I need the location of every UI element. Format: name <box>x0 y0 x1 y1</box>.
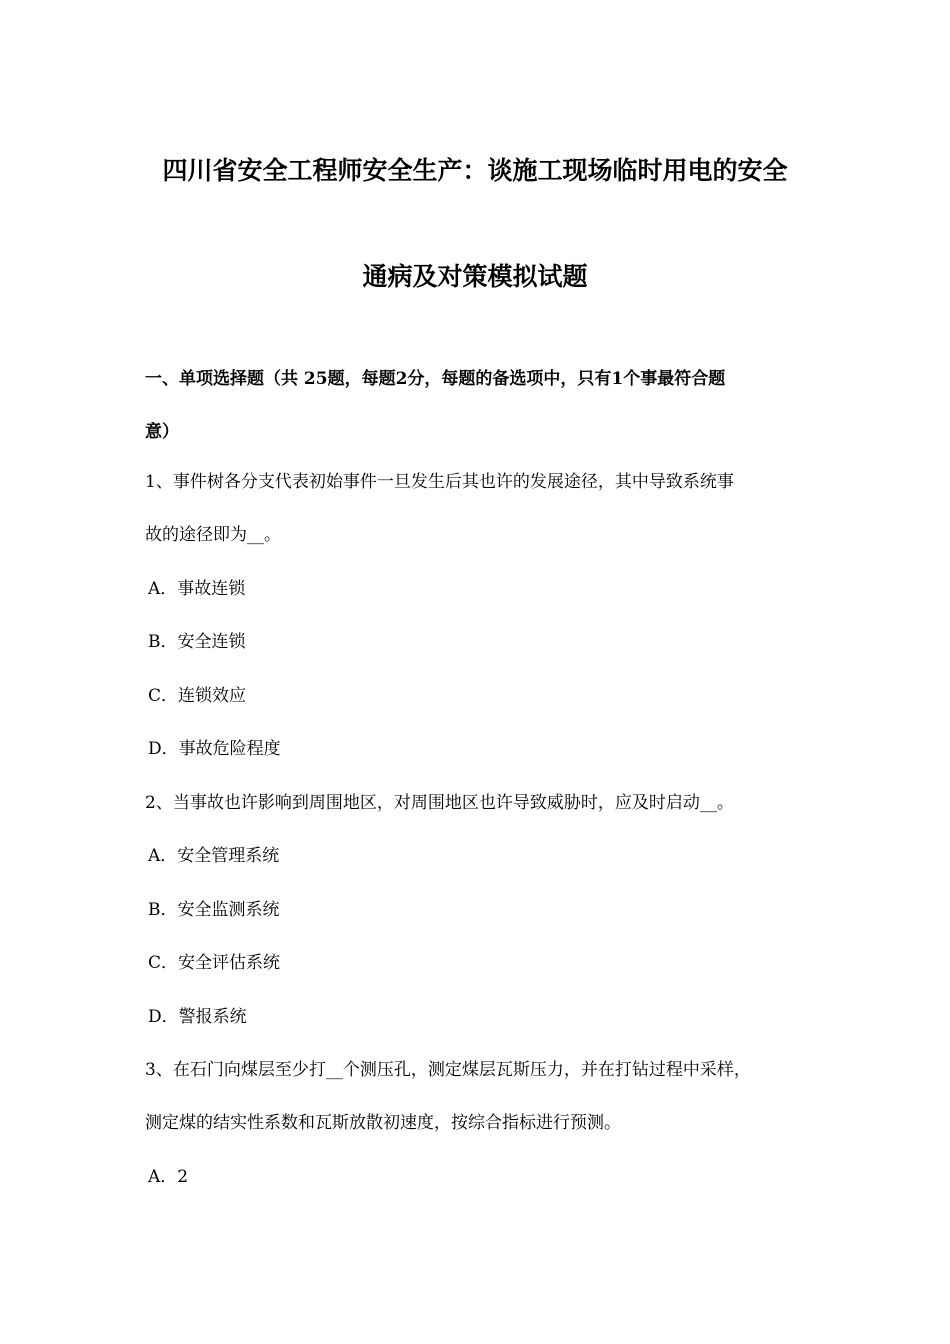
question-1-option-d: D．事故危险程度 <box>148 739 281 759</box>
question-3-text-line-2: 测定煤的结实性系数和瓦斯放散初速度，按综合指标进行预测。 <box>145 1113 621 1133</box>
question-2-option-c: C．安全评估系统 <box>148 953 281 973</box>
question-1-option-c: C．连锁效应 <box>148 686 247 706</box>
question-1-text-line-1: 1、事件树各分支代表初始事件一旦发生后其也许的发展途径，其中导致系统事 <box>145 472 734 492</box>
question-2-option-b: B．安全监测系统 <box>148 900 280 920</box>
question-1-option-b: B．安全连锁 <box>148 632 246 652</box>
question-1-text-line-2: 故的途径即为__。 <box>145 525 281 545</box>
document-title-line-2: 通病及对策模拟试题 <box>362 262 588 291</box>
question-2-option-d: D．警报系统 <box>148 1007 247 1027</box>
question-2-option-a: A．安全管理系统 <box>148 846 280 866</box>
question-3-option-a: A．2 <box>148 1167 189 1187</box>
section-heading-line-2: 意） <box>145 422 179 442</box>
document-title-line-1: 四川省安全工程师安全生产：谈施工现场临时用电的安全 <box>162 156 788 185</box>
question-3-text-line-1: 3、在石门向煤层至少打__个测压孔，测定煤层瓦斯压力，并在打钻过程中采样， <box>145 1060 751 1080</box>
section-heading-line-1: 一、单项选择题（共 25题，每题2分，每题的备选项中，只有1个事最符合题 <box>145 369 726 389</box>
question-1-option-a: A．事故连锁 <box>148 579 246 599</box>
question-2-text-line-1: 2、当事故也许影响到周围地区，对周围地区也许导致威胁时，应及时启动__。 <box>145 793 734 813</box>
